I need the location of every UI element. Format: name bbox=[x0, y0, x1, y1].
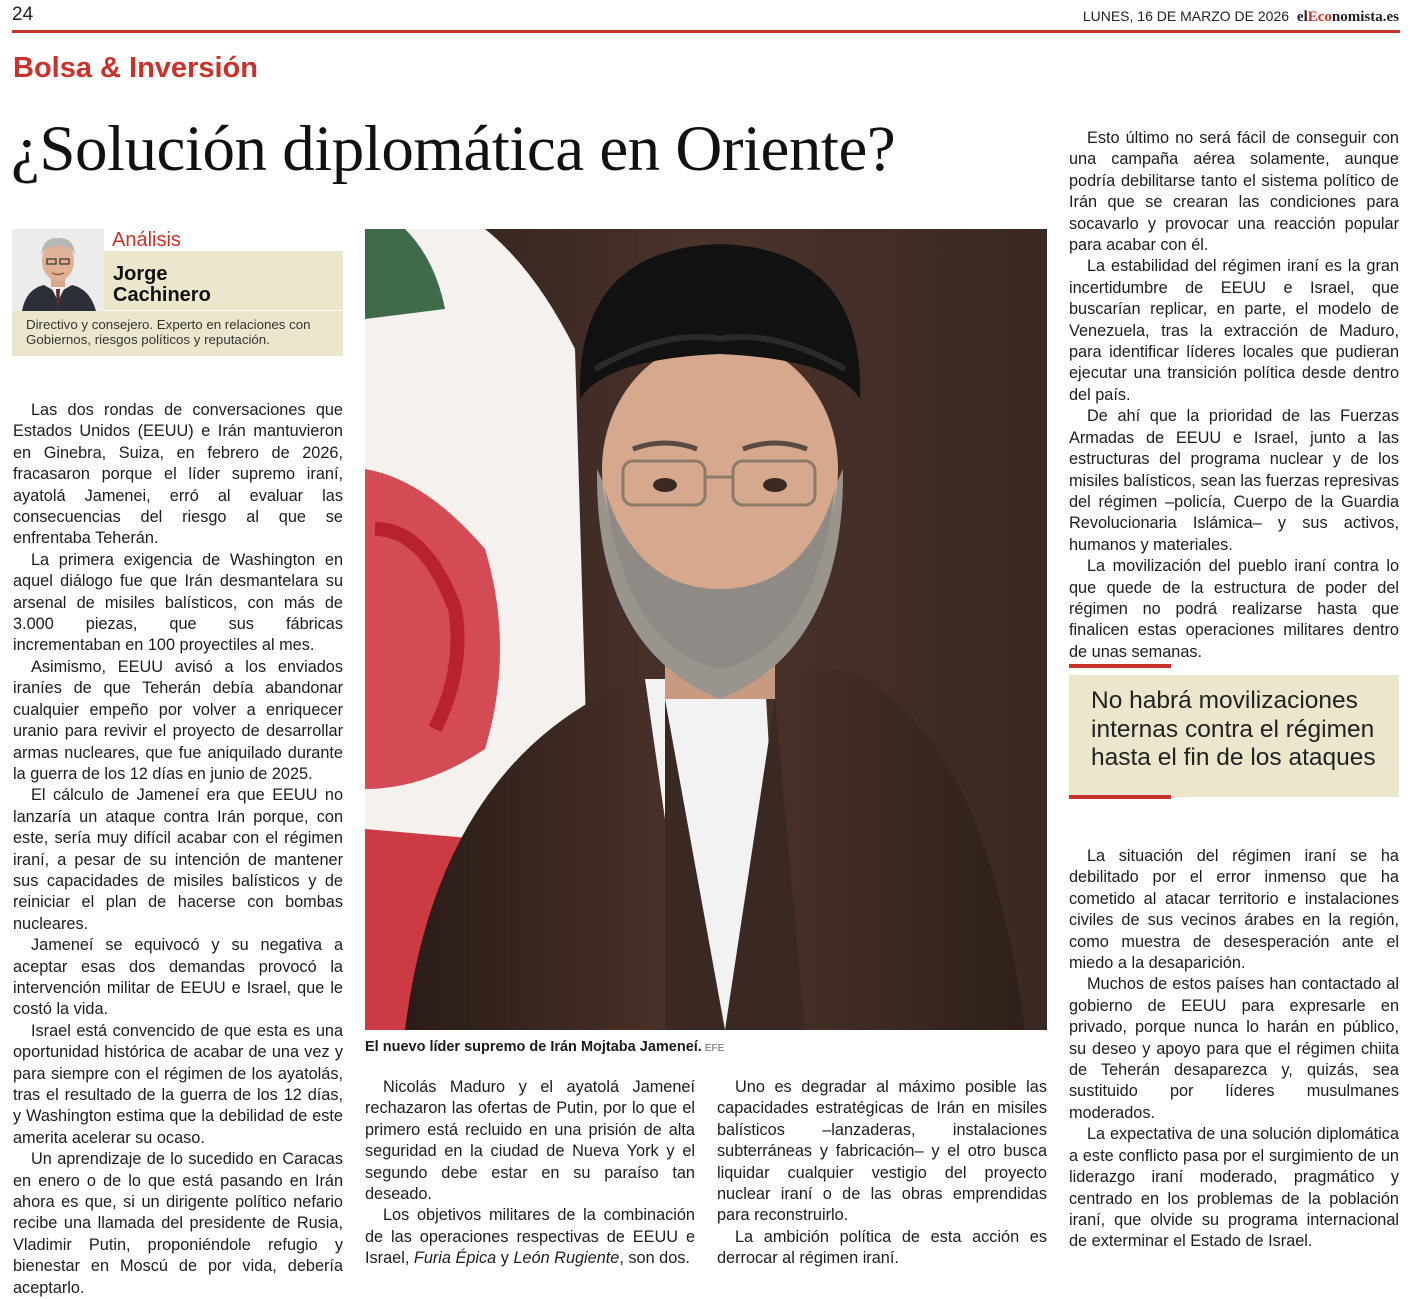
pull-quote: No habrá movilizaciones internas contra el régimen hasta el fin de los ataques bbox=[1091, 687, 1376, 771]
author-photo bbox=[12, 229, 104, 311]
paragraph: Un aprendizaje de lo sucedido en Caracas en enero o de lo que está pasando en Irán ahora es que, si un dirigente político nefario recibe una llamada del presidente de Rusia, Vladimir Putin, proponiéndole refugio y bienestar en Moscú de por vida, debería aceptarlo. bbox=[13, 1150, 343, 1297]
paragraph: La movilización del pueblo iraní contra lo que quede de la estructura de poder del régimen no podrá realizarse hasta que finalicen estas operaciones militares dentro de unas semanas. bbox=[1069, 557, 1399, 661]
newspaper-logo: elEconomista.es bbox=[1296, 9, 1399, 25]
photo-credit: EFE bbox=[704, 1043, 725, 1054]
paragraph: Nicolás Maduro y el ayatolá Jameneí rechazaron las ofertas de Putin, por lo que el primero está recluido en una prisión de alta seguridad en la ciudad de Nueva York y el segundo debe estar en su paraíso tan deseado. bbox=[365, 1078, 695, 1204]
pull-quote-rule-bottom bbox=[1069, 795, 1171, 799]
paragraph: La estabilidad del régimen iraní es la gran incertidumbre de EEUU e Israel, que buscarían replicar, en parte, el modelo de Venezuela, tras la extracción de Maduro, para identificar líderes locales que pudieran ejecutar una transición política desde dentro del país. bbox=[1069, 257, 1399, 404]
article-column-4-top bbox=[1069, 128, 1399, 663]
paragraph: La primera exigencia de Washington en aquel diálogo fue que Irán desmantelara su arsenal de misiles balísticos, con más de 3.000 piezas, que sus fábricas incrementaban en 100 proyectiles al mes. bbox=[13, 550, 343, 655]
page-number: 24 bbox=[12, 4, 34, 25]
paragraph: El cálculo de Jameneí era que EEUU no lanzaría un ataque contra Irán porque, con este, sería muy difícil acabar con el régimen iraní, a pesar de su intención de mantener sus capacidades de misiles balísticos y de reiniciar el plan de hacerse con bombas nucleares. bbox=[13, 786, 343, 933]
header-rule bbox=[12, 30, 1400, 33]
paragraph: Jameneí se equivocó y su negativa a aceptar esas dos demandas provocó la intervención militar de EEUU e Israel, que le costó la vida. bbox=[13, 936, 343, 1019]
headline: ¿Solución diplomática en Oriente? bbox=[11, 113, 896, 185]
paragraph: Muchos de estos países han contactado al gobierno de EEUU para expresarle en privado, porque nunca lo harán en público, su deseo y apoyo para que el régimen chiita de Teherán desaparezca y, quizás, sea sustituido por líderes musulmanes moderados. bbox=[1069, 975, 1399, 1122]
paragraph: La expectativa de una solución diplomática a este conflicto pasa por el surgimiento de un liderazgo iraní moderado, pragmático y centrado en los problemas de la población iraní, que olvide su programa internacional de exterminar el Estado de Israel. bbox=[1069, 1125, 1399, 1251]
article-column-2 bbox=[365, 1077, 695, 1270]
photo-caption: El nuevo líder supremo de Irán Mojtaba Jameneí. EFE bbox=[365, 1039, 725, 1055]
pull-quote-rule-top bbox=[1069, 664, 1171, 668]
author-name: Jorge Cachinero bbox=[113, 263, 211, 306]
date-line bbox=[1083, 8, 1399, 26]
paragraph: Esto último no será fácil de conseguir con una campaña aérea solamente, aunque podría debilitarse tanto el sistema político de Irán que se crearan las condiciones para socavarlo y provocar una reacción popular para acabar con él. bbox=[1069, 129, 1399, 255]
lead-photo bbox=[365, 229, 1047, 1030]
paragraph: Uno es degradar al máximo posible las capacidades estratégicas de Irán en misiles balísticos –lanzaderas, instalaciones subterráneas y fabricación– y el otro busca liquidar cualquier vestigio del proyecto nuclear iraní o de las obras emprendidas para reconstruirlo. bbox=[717, 1078, 1047, 1225]
author-bio: Directivo y consejero. Experto en relaciones con Gobiernos, riesgos políticos y reputación. bbox=[12, 311, 343, 356]
article-column-3 bbox=[717, 1077, 1047, 1270]
analysis-label: Análisis bbox=[112, 229, 181, 251]
article-column-1 bbox=[13, 400, 343, 1299]
paragraph: De ahí que la prioridad de las Fuerzas Armadas de EEUU e Israel, junto a las estructuras del programa nuclear y de los misiles balísticos, sean las fuerzas represivas del régimen –policía, Cuerpo de la Guardia Revolucionaria Islámica– y sus activos, humanos y materiales. bbox=[1069, 407, 1399, 554]
issue-date: LUNES, 16 DE MARZO DE 2026 bbox=[1082, 8, 1290, 24]
paragraph: Israel está convencido de que esta es una oportunidad histórica de acabar de una vez y para siempre con el régimen de los ayatolás, tras el resultado de la guerra de los 12 días, y Washington estima que la debilidad de este amerita acelerar su ocaso. bbox=[13, 1021, 343, 1147]
paragraph: La situación del régimen iraní se ha debilitado por el error inmenso que ha cometido al atacar territorio e instalaciones civiles de sus vecinos árabes en la región, como muestra de desesperación ante el miedo a la desaparición. bbox=[1069, 847, 1399, 973]
paragraph: Asimismo, EEUU avisó a los enviados iraníes de que Teherán debía abandonar cualquier empeño por volver a enriquecer uranio para revivir el proyecto de desarrollar armas nucleares, que fue aniquilado durante la guerra de los 12 días en junio de 2025. bbox=[13, 657, 343, 783]
section-title: Bolsa & Inversión bbox=[13, 52, 258, 84]
paragraph: Los objetivos militares de la combinación de las operaciones respectivas de EEUU e Israel, Furia Épica y León Rugiente, son dos. bbox=[365, 1206, 695, 1268]
paragraph: La ambición política de esta acción es derrocar al régimen iraní. bbox=[717, 1227, 1047, 1268]
paragraph: Las dos rondas de conversaciones que Estados Unidos (EEUU) e Irán mantuvieron en Ginebra, Suiza, en febrero de 2026, fracasaron porque el líder supremo iraní, ayatolá Jamenei, erró al evaluar las consecuencias del riesgo al que se enfrentaba Teherán. bbox=[13, 401, 343, 548]
article-column-4-bottom bbox=[1069, 846, 1399, 1253]
